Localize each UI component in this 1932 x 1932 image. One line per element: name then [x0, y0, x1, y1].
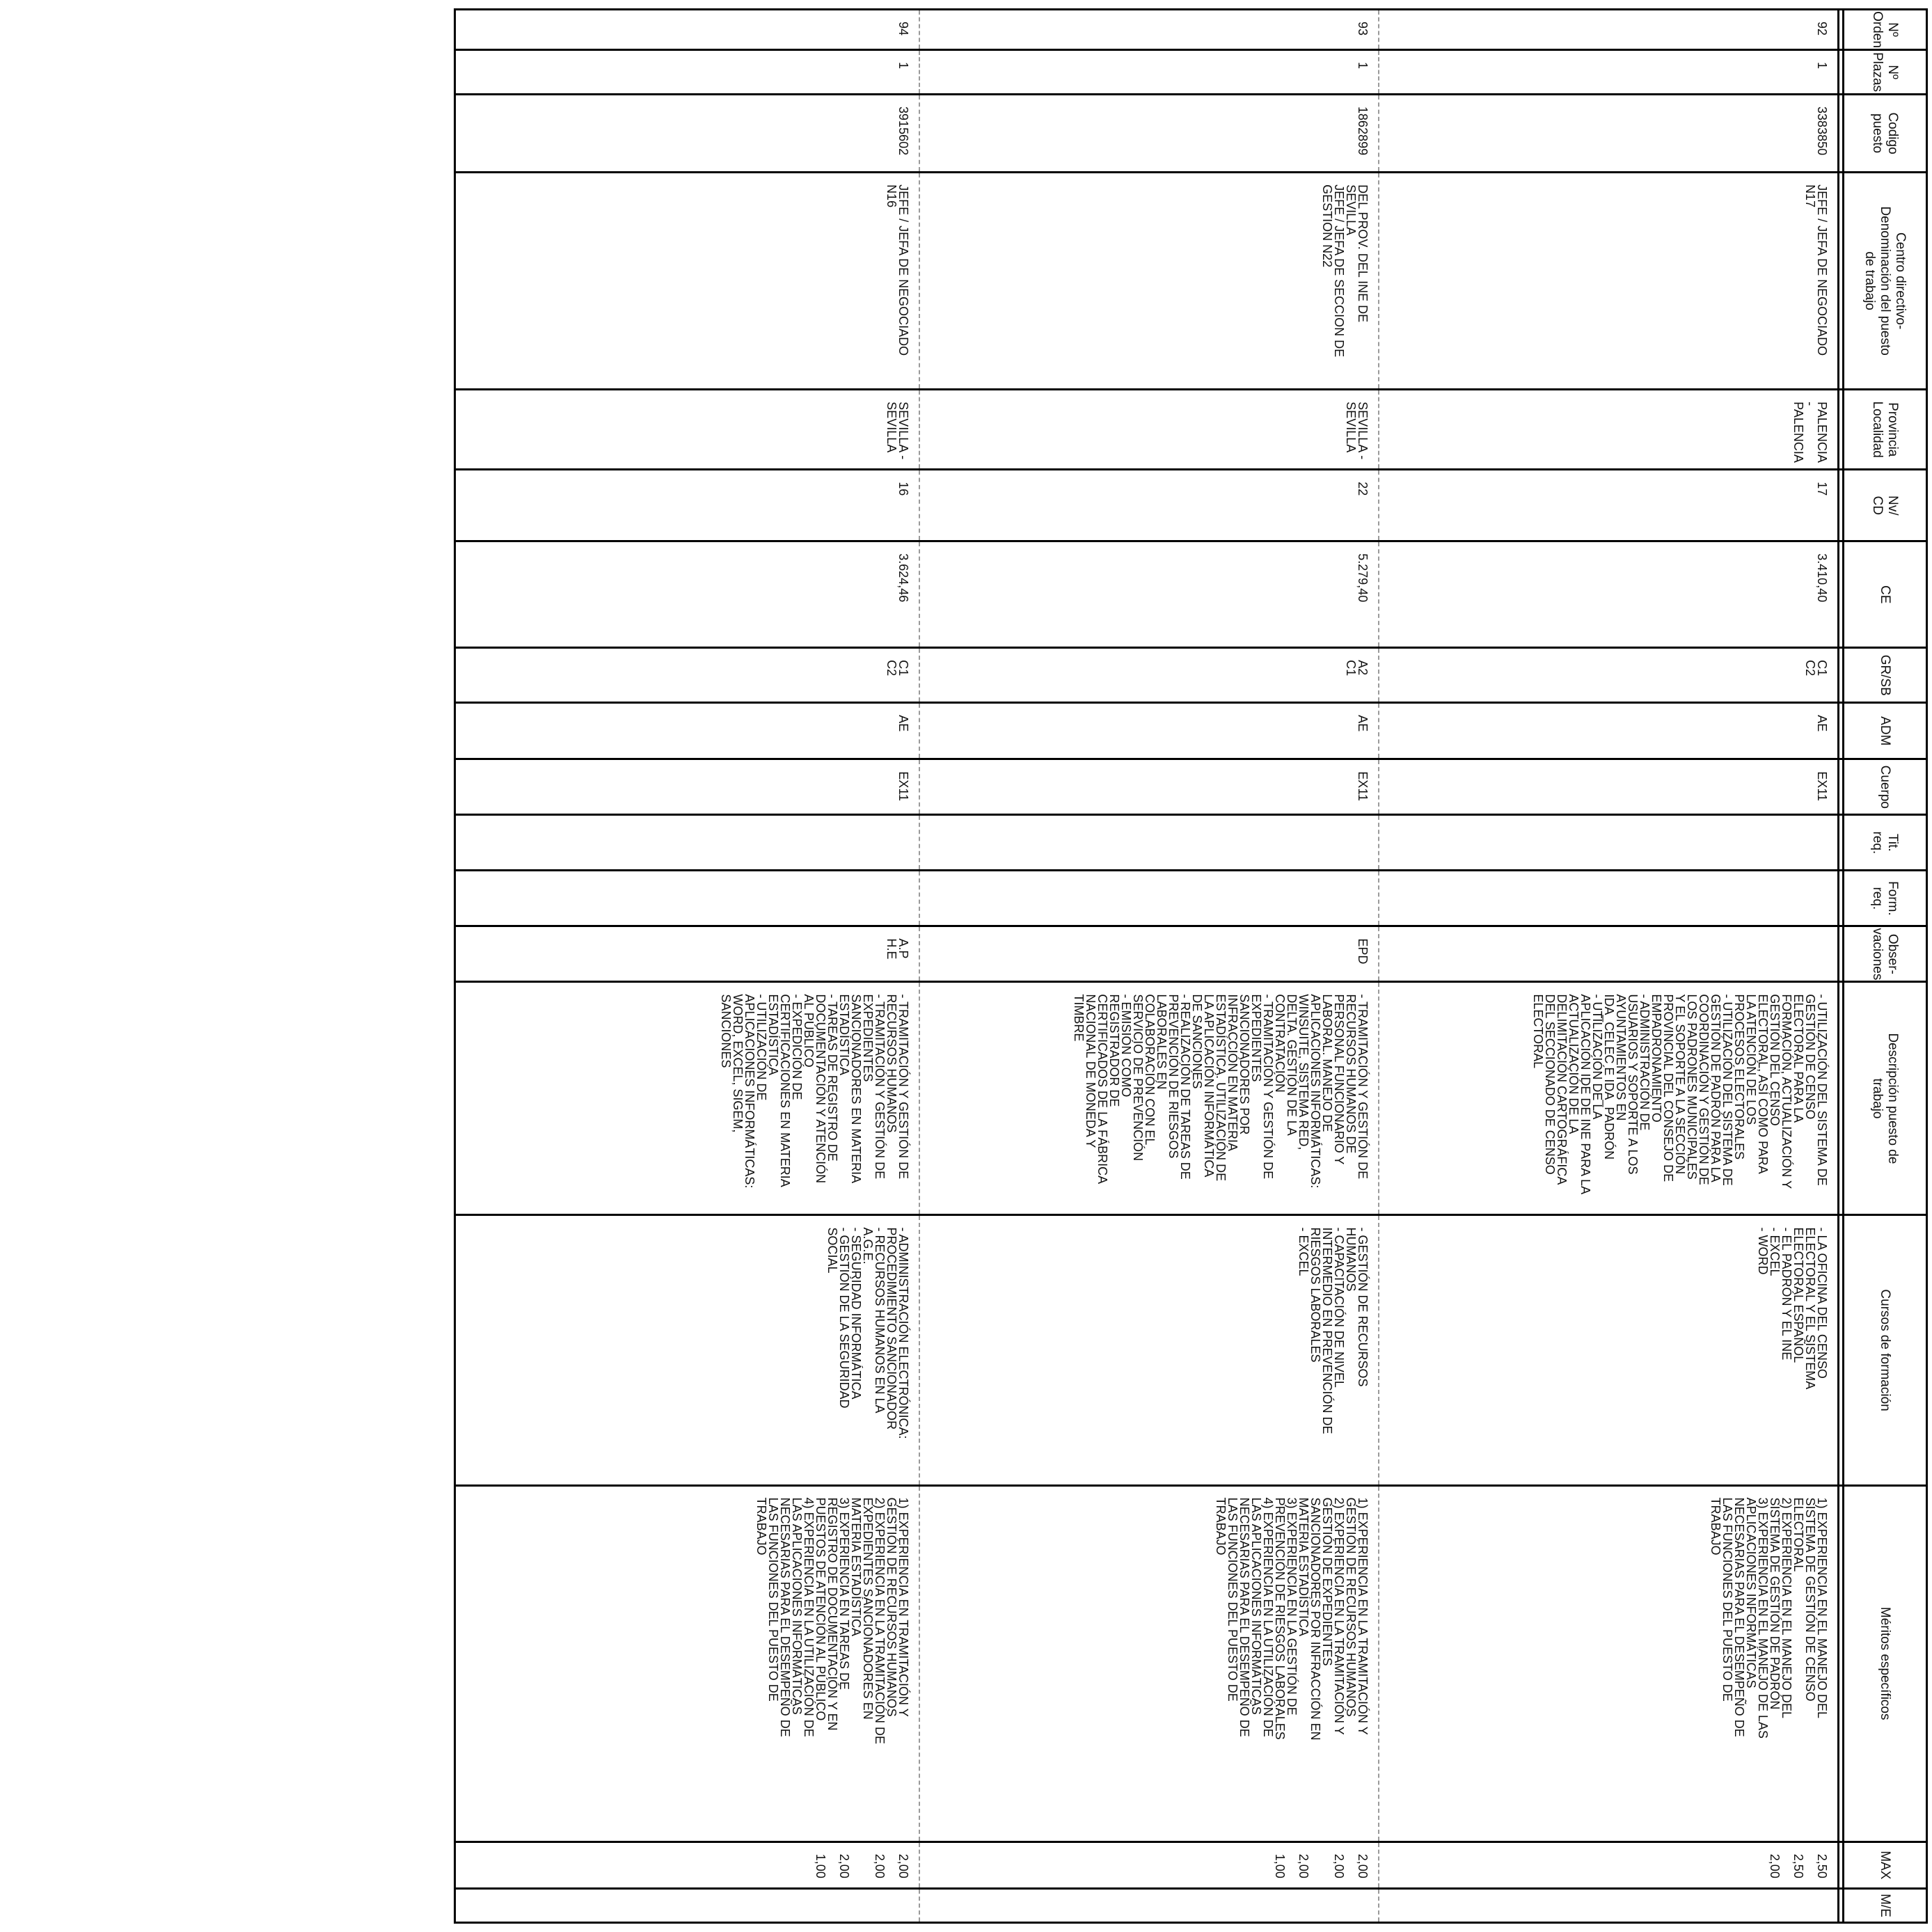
- header-codigo: Codigo puesto: [1844, 95, 1927, 173]
- cell-observaciones: A.P H.E: [455, 926, 920, 982]
- cell-me: [1379, 1888, 1839, 1922]
- cell-codigo: 1862899: [920, 95, 1379, 173]
- cell-grupo: C1 C2: [455, 648, 920, 703]
- cell-grupo: A2 C1: [920, 648, 1379, 703]
- cell-codigo: 3915602: [455, 95, 920, 173]
- cell-max: 2,50 2,50 2,00: [1379, 1842, 1839, 1888]
- cell-meritos: 1) EXPERIENCIA EN LA TRAMITACIÓN Y GESTIÓN DE RECURSOS HUMANOS 2) EXPERIENCIA EN LA TRAMITACIÓN Y GESTIÓN DE EXPEDIENTES SANCIONADORES POR INFRACCIÓN EN MATERIA ESTADÍSTICA 3) EXPERIENCIA EN LA GESTIÓN DE PREVENCIÓN DE RIESGOS LABORALES 4) EXPERIENCIA EN LA UTILIZACIÓN DE LAS APLICACIONES INFORMÁTICAS NECESARIAS PARA EL DESEMPEÑO DE LAS FUNCIONES DEL PUESTO DE TRABAJO: [920, 1485, 1379, 1842]
- header-me: M/E: [1844, 1888, 1927, 1922]
- cell-cuerpo: EX11: [1379, 759, 1839, 815]
- cell-formacion: [455, 871, 920, 926]
- header-nivel: Nv/ CD: [1844, 470, 1927, 541]
- cell-provincia: SEVILLA - SEVILLA: [920, 390, 1379, 470]
- header-cursos: Cursos de formación: [1844, 1215, 1927, 1485]
- table-row: [1379, 10, 1839, 1923]
- cell-centro: JEFE / JEFA DE NEGOCIADO N17: [1379, 173, 1839, 390]
- cell-adm: AE: [1379, 703, 1839, 759]
- cell-cuerpo: EX11: [455, 759, 920, 815]
- cell-adm: AE: [920, 703, 1379, 759]
- cell-meritos: 1) EXPERIENCIA EN TRAMITACIÓN Y GESTIÓN DE RECURSOS HUMANOS 2) EXPERIENCIA EN LA TRAMITACIÓN DE EXPEDIENTES SANCIONADORES EN MATERIA ESTADÍSTICA 3) EXPERIENCIA EN TAREAS DE REGISTRO DE DOCUMENTACIÓN Y EN PUESTOS DE ATENCIÓN AL PÚBLICO 4) EXPERIENCIA EN LA UTILIZACIÓN DE LAS APLICACIONES INFORMÁTICAS NECESARIAS PARA EL DESEMPEÑO DE LAS FUNCIONES DEL PUESTO DE TRABAJO: [455, 1485, 920, 1842]
- cell-observaciones: [1379, 926, 1839, 982]
- cell-cursos: - GESTIÓN DE RECURSOS HUMANOS - CAPACITACIÓN DE NIVEL INTERMEDIO EN PREVENCIÓN DE RIESGOS LABORALES - EXCEL: [920, 1215, 1379, 1485]
- cell-orden: 93: [920, 10, 1379, 50]
- job-positions-table: [454, 8, 1928, 1924]
- cell-plazas: 1: [455, 50, 920, 95]
- cell-me: [455, 1888, 920, 1922]
- cell-grupo: C1 C2: [1379, 648, 1839, 703]
- header-meritos: Méritos específicos: [1844, 1485, 1927, 1842]
- header-orden: Nº Orden: [1844, 10, 1927, 50]
- header-grupo: GR/SB: [1844, 648, 1927, 703]
- cell-descripcion: - TRAMITACIÓN Y GESTIÓN DE RECURSOS HUMANOS DE PERSONAL FUNCIONARIO Y LABORAL. MANEJO DE APLICACIONES INFORMÁTICAS: WINSUITE, SISTEMA RED, DELTA. GESTIÓN DE LA CONTRATACIÓN - TRAMITACIÓN Y GESTIÓN DE EXPEDIENTES SANCIONADORES POR INFRACCIÓN EN MATERIA ESTADÍSTICA. UTILIZACIÓN DE LA APLICACIÓN INFORMÁTICA DE SANCIONES - REALIZACIÓN DE TAREAS DE PREVENCIÓN DE RIESGOS LABORALES EN COLABORACIÓN CON EL SERVICIO DE PREVENCIÓN - EMISIÓN COMO REGISTRADOR DE CERTIFICADOS DE LA FÁBRICA NACIONAL DE MONEDA Y TIMBRE: [920, 982, 1379, 1215]
- cell-provincia: PALENCIA - PALENCIA: [1379, 390, 1839, 470]
- rotated-page: [452, 0, 1932, 1932]
- cell-formacion: [920, 871, 1379, 926]
- cell-descripcion: - UTILIZACIÓN DEL SISTEMA DE GESTIÓN DE CENSO ELECTORAL PARA LA FORMACIÓN, ACTUALIZACIÓN Y GESTIÓN DEL CENSO ELECTORAL, ASÍ COMO PARA LA ATENCIÓN DE LOS PROCESOS ELECTORALES - UTILIZACIÓN DEL SISTEMA DE GESTIÓN DE PADRÓN PARA LA COORDINACIÓN Y GESTIÓN DE LOS PADRONES MUNICIPALES Y EL SOPORTE A LA SECCIÓN PROVINCIAL DEL CONSEJO DE EMPADRONAMIENTO - ADMINISTRACIÓN DE USUARIOS Y SOPORTE A LOS AYUNTAMIENTOS EN IDA_CELEC E IDA_PADRÓN - UTILIZACIÓN DE LA APLICACIÓN IDE DE INE PARA LA ACTUALIZACIÓN DE LA DELIMITACIÓN CARTOGRÁFICA DEL SECCIONADO DE CENSO ELECTORAL: [1379, 982, 1839, 1215]
- cell-plazas: 1: [1379, 50, 1839, 95]
- cell-ce: 5.279,40: [920, 541, 1379, 648]
- header-spacer-row: [1839, 10, 1844, 1923]
- cell-orden: 94: [455, 10, 920, 50]
- cell-centro: JEFE / JEFA DE NEGOCIADO N16: [455, 173, 920, 390]
- cell-nivel: 16: [455, 470, 920, 541]
- cell-titulacion: [920, 815, 1379, 871]
- table-row: [920, 10, 1379, 1923]
- cell-ce: 3.410,40: [1379, 541, 1839, 648]
- header-plazas: Nº Plazas: [1844, 50, 1927, 95]
- cell-cursos: - ADMINISTRACIÓN ELECTRÓNICA: PROCEDIMIENTO SANCIONADOR - RECURSOS HUMANOS EN LA A.G.E. - SEGURIDAD INFORMÁTICA - GESTIÓN DE LA SEGURIDAD SOCIAL: [455, 1215, 920, 1485]
- header-provincia: Provincia Localidad: [1844, 390, 1927, 470]
- cell-adm: AE: [455, 703, 920, 759]
- cell-plazas: 1: [920, 50, 1379, 95]
- cell-formacion: [1379, 871, 1839, 926]
- header-cuerpo: Cuerpo: [1844, 759, 1927, 815]
- header-descripcion: Descripción puesto de trabajo: [1844, 982, 1927, 1215]
- cell-me: [920, 1888, 1379, 1922]
- header-max: MAX: [1844, 1842, 1927, 1888]
- header-formacion: Form. req.: [1844, 871, 1927, 926]
- cell-cursos: - LA OFICINA DEL CENSO ELECTORAL Y EL SISTEMA ELECTORAL ESPAÑOL - EL PADRÓN Y EL INE - EXCEL - WORD: [1379, 1215, 1839, 1485]
- cell-provincia: SEVILLA - SEVILLA: [455, 390, 920, 470]
- cell-nivel: 22: [920, 470, 1379, 541]
- cell-titulacion: [1379, 815, 1839, 871]
- header-ce: CE: [1844, 541, 1927, 648]
- cell-codigo: 3383850: [1379, 95, 1839, 173]
- cell-orden: 92: [1379, 10, 1839, 50]
- cell-observaciones: EPD: [920, 926, 1379, 982]
- cell-cuerpo: EX11: [920, 759, 1379, 815]
- table-row: [455, 10, 920, 1923]
- header-observaciones: Obser- vaciones: [1844, 926, 1927, 982]
- cell-nivel: 17: [1379, 470, 1839, 541]
- cell-max: 2,00 2,00 2,00 1,00: [920, 1842, 1379, 1888]
- cell-centro: DEL PROV. DEL INE DE SEVILLA JEFE / JEFA DE SECCION DE GESTION N22: [920, 173, 1379, 390]
- cell-meritos: 1) EXPERIENCIA EN EL MANEJO DEL SISTEMA DE GESTIÓN DE CENSO ELECTORAL 2) EXPERIENCIA EN EL MANEJO DEL SISTEMA DE GESTIÓN DE PADRÓN 3) EXPERIENCIA EN EL MANEJO DE LAS APLICACIONES INFORMÁTICAS NECESARIAS PARA EL DESEMPEÑO DE LAS FUNCIONES DEL PUESTO DE TRABAJO: [1379, 1485, 1839, 1842]
- cell-ce: 3.624,46: [455, 541, 920, 648]
- header-adm: ADM: [1844, 703, 1927, 759]
- cell-descripcion: - TRAMITACIÓN Y GESTIÓN DE RECURSOS HUMANOS - TRAMITACIÓN Y GESTIÓN DE EXPEDIENTES SANCIONADORES EN MATERIA ESTADÍSTICA - TAREAS DE REGISTRO DE DOCUMENTACIÓN Y ATENCIÓN AL PÚBLICO - EXPEDICIÓN DE CERTIFICACIONES EN MATERIA ESTADÍSTICA - UTILIZACIÓN DE APLICACIONES INFORMÁTICAS: WORD, EXCEL, SIGEM, SANCIONES: [455, 982, 920, 1215]
- header-centro: Centro directivo- Denominación del puesto de trabajo: [1844, 173, 1927, 390]
- header-titulacion: Tit. req.: [1844, 815, 1927, 871]
- cell-titulacion: [455, 815, 920, 871]
- cell-max: 2,00 2,00 2,00 1,00: [455, 1842, 920, 1888]
